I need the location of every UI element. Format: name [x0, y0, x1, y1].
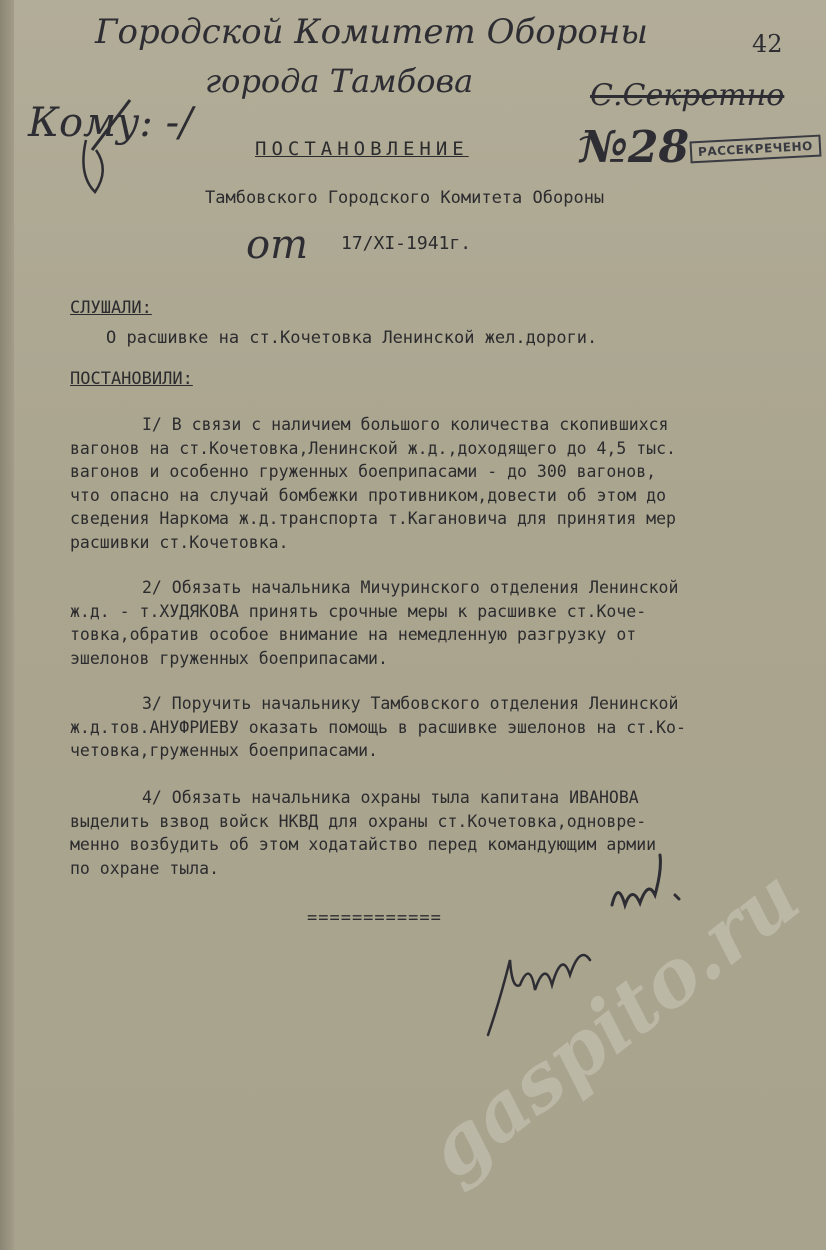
- handwritten-header-line2: города Тамбова: [205, 62, 474, 100]
- handwritten-from: от: [246, 222, 309, 268]
- document-number: №28: [580, 122, 690, 173]
- decreed-heading: ПОСТАНОВИЛИ:: [70, 369, 193, 389]
- document-subtitle: Тамбовского Городского Комитета Обороны: [205, 188, 605, 208]
- signature-upper: [612, 855, 679, 905]
- paragraph-line: менно возбудить об этом ходатайство перед командующим армии: [70, 835, 657, 854]
- paragraph-line: ж.д. - т.ХУДЯКОВА принять срочные меры к расшивке ст.Коче-: [70, 601, 647, 621]
- paragraph-line: 4/ Обязать начальника охраны тыла капитана ИВАНОВА: [142, 788, 639, 807]
- paragraph-line: ж.д.тов.АНУФРИЕВУ оказать помощь в расшивке эшелонов на ст.Ко-: [70, 717, 686, 737]
- paragraph-line: 3/ Поручить начальнику Тамбовского отделения Ленинской: [142, 694, 679, 713]
- declassified-stamp: РАССЕКРЕЧЕНО: [690, 135, 822, 164]
- paragraph-line: сведения Наркома ж.д.транспорта т.Кагановича для принятия мер: [70, 509, 676, 528]
- addressee-stroke: [92, 100, 130, 150]
- watermark: gaspito.ru: [410, 851, 817, 1197]
- paragraph-line: I/ В связи с наличием большого количества скопившихся: [142, 415, 669, 434]
- document-title: ПОСТАНОВЛЕНИЕ: [255, 138, 469, 160]
- paragraph-line: что опасно на случай бомбежки противником,довести об этом до: [70, 485, 667, 505]
- paragraph-line: выделить взвод войск НКВД для охраны ст.Кочетовка,одновре-: [70, 811, 647, 831]
- paragraph-line: эшелонов груженных боеприпасами.: [70, 648, 388, 668]
- page-number: 42: [752, 30, 783, 58]
- paragraph-line: 2/ Обязать начальника Мичуринского отделения Ленинской: [142, 578, 679, 597]
- heard-text: О расшивке на ст.Кочетовка Ленинской жел.дороги.: [106, 328, 598, 348]
- document-date: 17/XI-1941г.: [341, 233, 472, 254]
- paragraph-line: по охране тыла.: [70, 858, 220, 878]
- paragraph-line: расшивки ст.Кочетовка.: [70, 532, 289, 552]
- paragraph-line: товка,обратив особое внимание на немедленную разгрузку от: [70, 625, 637, 644]
- handwritten-header-line1: Городской Комитет Обороны: [95, 12, 648, 52]
- paragraph-line: вагонов на ст.Кочетовка,Ленинской ж.д.,доходящего до 4,5 тыс.: [70, 438, 676, 458]
- heard-heading: СЛУШАЛИ:: [70, 298, 152, 318]
- paragraph-line: четовка,груженных боеприпасами.: [70, 741, 378, 760]
- title-hand-arrow: [580, 137, 594, 140]
- secrecy-mark: С.Секретно: [590, 78, 785, 113]
- handwritten-addressee: Кому: -/: [28, 100, 193, 146]
- paragraph-line: вагонов и особенно груженных боеприпасами - до 300 вагонов,: [70, 462, 657, 481]
- closing-rule: ============: [307, 908, 442, 928]
